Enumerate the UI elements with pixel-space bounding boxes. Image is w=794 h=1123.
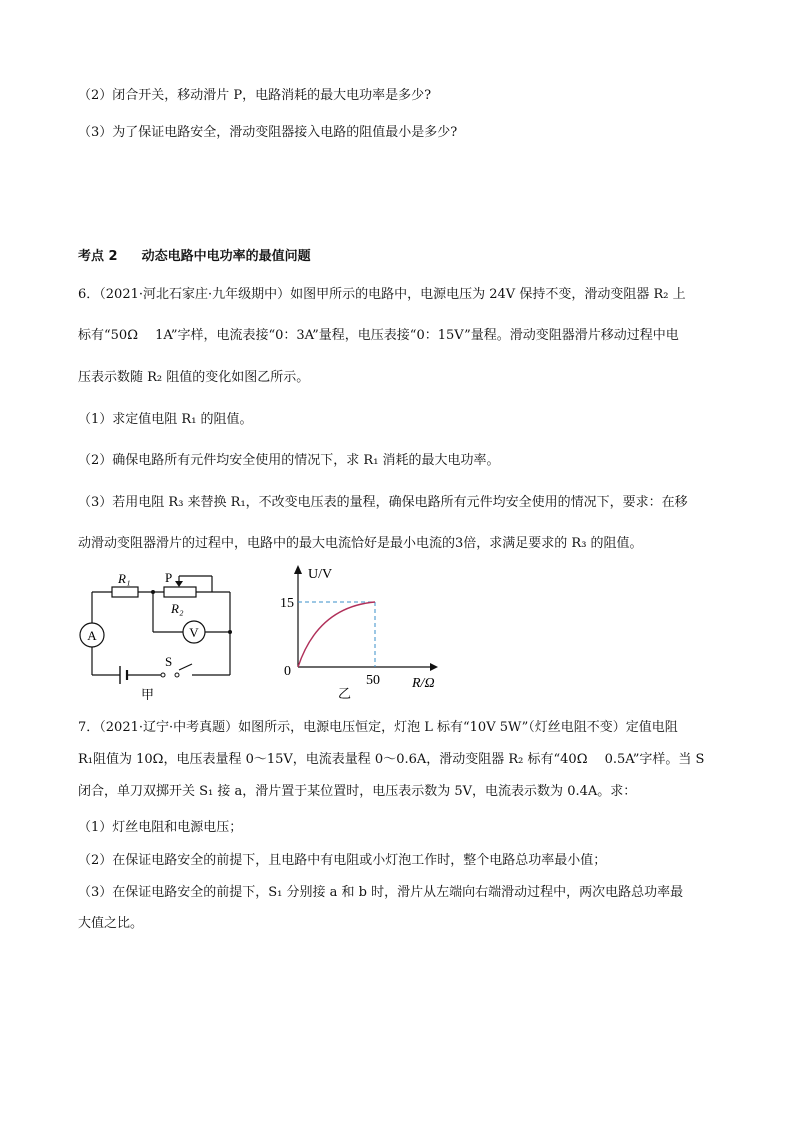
q6-line2: 标有“50Ω 1A”字样，电流表接“0：3A”量程，电压表接“0：15V”量程。滑动变阻器滑片移动过程中电	[78, 328, 679, 343]
u-r-graph	[278, 562, 448, 702]
q7-part1: （1）灯丝电阻和电源电压；	[78, 820, 243, 835]
circuit-diagram	[75, 568, 245, 700]
q7-line2: R₁阻值为 10Ω，电压表量程 0～15V，电流表量程 0～0.6A，滑动变阻器 R₂ 标有“40Ω 0.5A”字样。当 S	[78, 752, 705, 767]
r2-label: R₂	[171, 601, 184, 616]
dashed-guides	[298, 602, 375, 667]
q6-line1: 6．（2021·河北石家庄·九年级期中）如图甲所示的电路中，电源电压为 24V 保持不变，滑动变阻器 R₂ 上	[78, 287, 686, 302]
q7-part2: （2）在保证电路安全的前提下，且电路中有电阻或小灯泡工作时，整个电路总功率最小值；	[78, 853, 607, 868]
q6-line3: 压表示数随 R₂ 阻值的变化如图乙所示。	[78, 370, 310, 385]
q6-part2: （2）确保电路所有元件均安全使用的情况下，求 R₁ 消耗的最大电功率。	[78, 453, 500, 468]
q7-line1: 7．（2021·辽宁·中考真题）如图所示，电源电压恒定，灯泡 L 标有“10V 5W”（灯丝电阻不变）定值电阻	[78, 720, 678, 735]
ammeter-label: A	[87, 628, 97, 643]
q6-part1: （1）求定值电阻 R₁ 的阻值。	[78, 412, 253, 427]
voltage-curve	[298, 602, 375, 667]
q5-part2: （2）闭合开关，移动滑片 P，电路消耗的最大电功率是多少?	[78, 88, 432, 103]
section-heading	[78, 247, 311, 267]
figure-b-caption: 乙	[338, 686, 352, 701]
slider-p-label: P	[165, 570, 173, 585]
q7-line3: 闭合，单刀双掷开关 S₁ 接 a，滑片置于某位置时，电压表示数为 5V，电流表示数为 0.4A。求：	[78, 784, 637, 799]
q6-part3-line1: （3）若用电阻 R₃ 来替换 R₁，不改变电压表的量程，确保电路所有元件均安全使用的情况下，要求：在移	[78, 495, 688, 510]
voltmeter-label: V	[189, 625, 199, 640]
r1-label: R₁	[118, 571, 131, 586]
q7-part3-line1: （3）在保证电路安全的前提下，S₁ 分别接 a 和 b 时，滑片从左端向右端滑动过程中，两次电路总功率最	[78, 885, 684, 900]
section-label: 考点 2	[78, 249, 118, 264]
rheostat-r2	[164, 587, 196, 597]
q6-part3-line2: 动滑动变阻器滑片的过程中，电路中的最大电流恰好是最小电流的3倍，求满足要求的 R₃ 的阻值。	[78, 536, 643, 551]
x-tick-50: 50	[366, 673, 380, 688]
x-axis-label: R/Ω	[412, 676, 435, 691]
y-axis-label: U/V	[308, 567, 333, 582]
figure-a-caption: 甲	[141, 687, 155, 700]
section-title: 动态电路中电功率的最值问题	[141, 249, 311, 264]
resistor-r1	[112, 587, 138, 597]
q5-part3: （3）为了保证电路安全，滑动变阻器接入电路的阻值最小是多少?	[78, 125, 458, 140]
switch-label: S	[165, 654, 173, 669]
origin-label: 0	[284, 664, 291, 679]
y-tick-15: 15	[280, 596, 294, 611]
q7-part3-line2: 大值之比。	[78, 916, 144, 931]
